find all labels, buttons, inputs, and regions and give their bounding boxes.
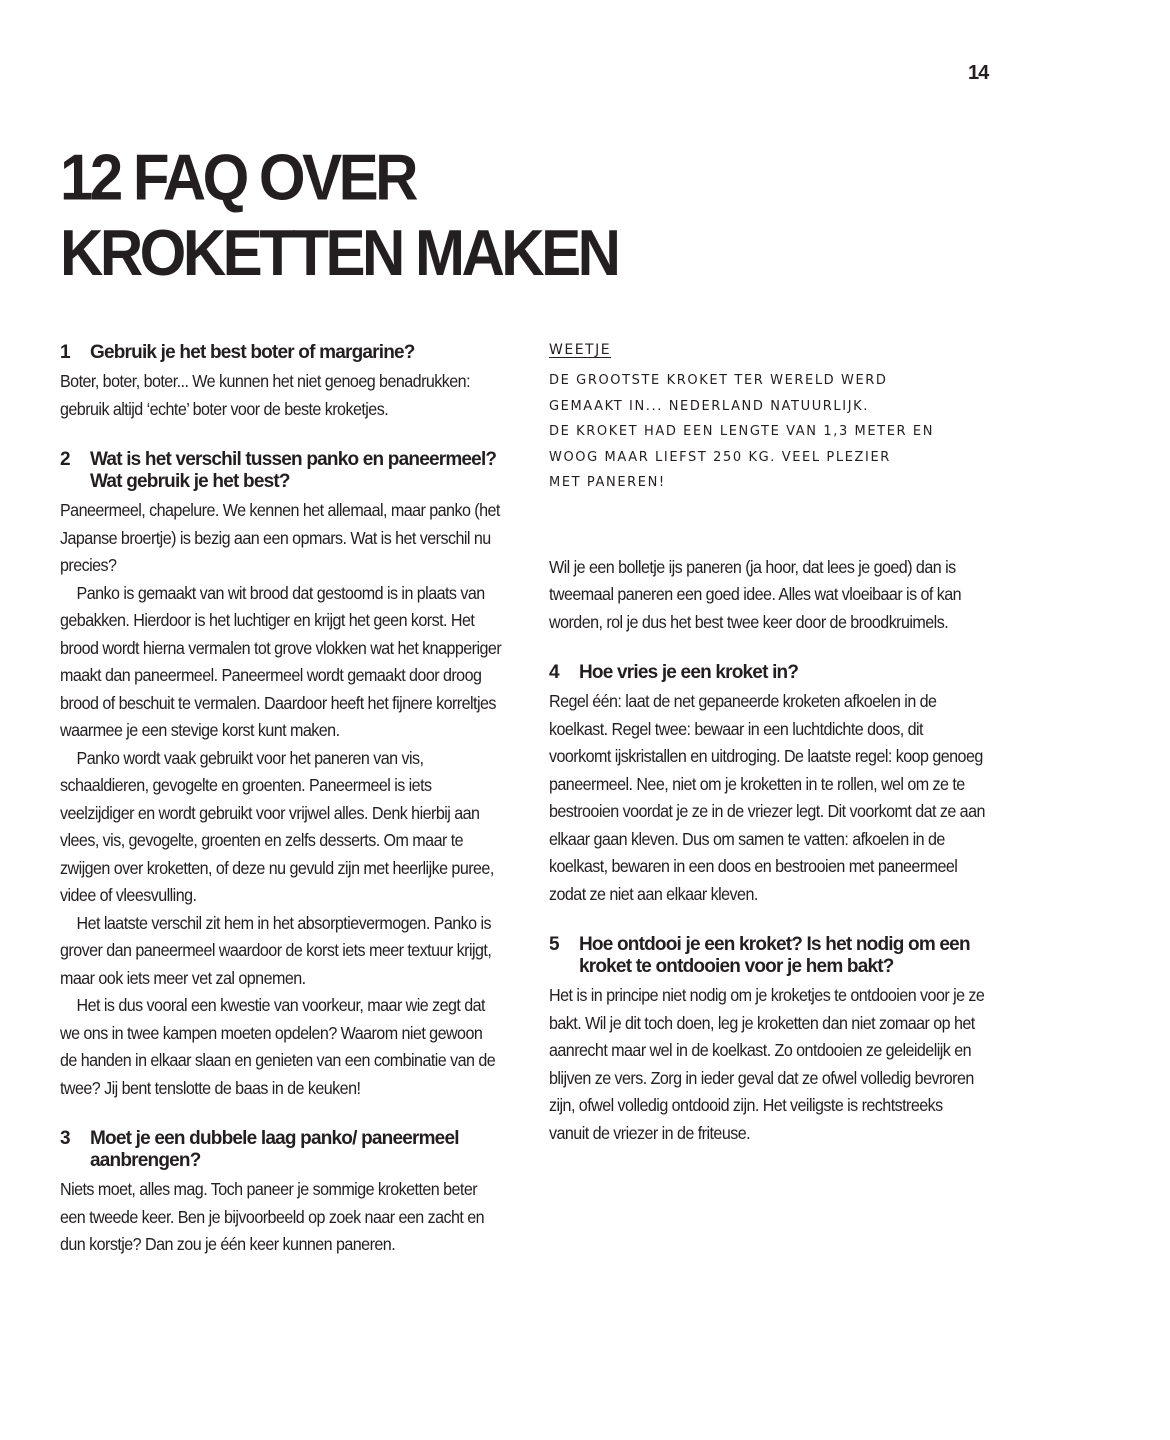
weetje-box — [549, 342, 989, 496]
faq-item-3 — [60, 1128, 505, 1259]
faq-answer: Het is dus vooral een kwestie van voorkeur, maar wie zegt dat we ons in twee kampen moeten opdelen? Waarom niet gewoon de handen in elkaar slaan en genieten van een combinatie van de twee? Jij bent tenslotte de baas in de keuken! — [60, 995, 496, 1098]
faq-question-text: Hoe vries je een kroket in? — [579, 662, 799, 683]
weetje-line: DE KROKET HAD EEN LENGTE VAN 1,3 METER EN — [549, 424, 935, 439]
faq-answer: Boter, boter, boter... We kunnen het niet genoeg benadrukken: gebruik altijd ‘echte’ boter voor de beste kroketjes. — [60, 371, 471, 419]
faq-answer: Regel één: laat de net gepaneerde kroketen afkoelen in de koelkast. Regel twee: bewaar in een luchtdichte doos, dit voorkomt ijskristallen en uitdroging. De laatste regel: koop genoeg paneermeel. Nee, niet om je kroketten in te rollen, wel om ze te bestrooien voordat je ze in de vriezer legt. Dit voorkomt dat ze aan elkaar gaan kleven. Dus om samen te vatten: afkoelen in de koelkast, bewaren in een doos en bestrooien met paneermeel zodat ze niet aan elkaar kleven. — [549, 691, 985, 904]
weetje-title: WEETJE — [549, 342, 612, 358]
faq-question — [60, 449, 505, 493]
faq-item-5 — [549, 934, 989, 1147]
left-column — [60, 342, 505, 1285]
title-line-1: 12 FAQ OVER — [60, 141, 415, 214]
title-line-2: KROKETTEN MAKEN — [60, 216, 618, 290]
right-column — [549, 342, 989, 1173]
faq-question-text: Wat is het verschil tussen panko en paneermeel? Wat gebruik je het best? — [90, 449, 497, 492]
faq-number: 5 — [549, 934, 559, 955]
faq-number: 1 — [60, 342, 70, 363]
page-title — [60, 140, 618, 291]
spacer — [549, 496, 989, 554]
faq-question-text: Hoe ontdooi je een kroket? Is het nodig om een kroket te ontdooien voor je hem bakt? — [579, 934, 970, 977]
faq-item-3-continued — [549, 554, 989, 637]
weetje-line: GEMAAKT IN... NEDERLAND NATUURLIJK. — [549, 398, 870, 414]
faq-item-2 — [60, 449, 505, 1102]
faq-question — [60, 342, 505, 364]
faq-answer: Panko is gemaakt van wit brood dat gestoomd is in plaats van gebakken. Hierdoor is het luchtiger en krijgt het geen korst. Het brood wordt hierna vermalen tot grove vlokken wat het knapperiger maakt dan paneermeel. Paneermeel wordt gemaakt door droog brood of beschuit te vermalen. Daardoor heeft het fijnere korreltjes waarmee je een stevige korst kunt maken. — [60, 582, 502, 740]
faq-number: 4 — [549, 662, 559, 683]
faq-question-text: Moet je een dubbele laag panko/ paneermeel aanbrengen? — [90, 1128, 459, 1171]
faq-answer: Paneermeel, chapelure. We kennen het allemaal, maar panko (het Japanse broertje) is bezig aan een opmars. Wat is het verschil nu precies? — [60, 500, 500, 575]
weetje-line: MET PANEREN! — [549, 475, 666, 490]
faq-answer: Niets moet, alles mag. Toch paneer je sommige kroketten beter een tweede keer. Ben je bijvoorbeeld op zoek naar een zacht en dun korstje? Dan zou je één keer kunnen paneren. — [60, 1179, 485, 1254]
page-number: 14 — [968, 62, 989, 84]
faq-number: 3 — [60, 1128, 70, 1149]
faq-question — [60, 1128, 505, 1172]
faq-number: 2 — [60, 449, 70, 470]
faq-answer: Wil je een bolletje ijs paneren (ja hoor, dat lees je goed) dan is tweemaal paneren een goed idee. Alles wat vloeibaar is of kan worden, rol je dus het best twee keer door de broodkruimels. — [549, 556, 962, 632]
faq-item-1 — [60, 342, 505, 423]
faq-answer: Het is in principe niet nodig om je kroketjes te ontdooien voor je ze bakt. Wil je dit toch doen, leg je kroketten dan niet zomaar op het aanrecht maar wel in de koelkast. Zo ontdooien ze geleidelijk en blijven ze vers. Zorg in ieder geval dat ze ofwel volledig bevroren zijn, ofwel volledig ontdooid zijn. Het veiligste is rechtstreeks vanuit de vriezer in de friteuse. — [549, 985, 985, 1143]
faq-question — [549, 662, 989, 684]
faq-item-4 — [549, 662, 989, 908]
weetje-line: DE GROOTSTE KROKET TER WERELD WERD — [549, 373, 888, 388]
faq-answer: Panko wordt vaak gebruikt voor het paneren van vis, schaaldieren, gevogelte en groenten. Paneermeel is iets veelzijdiger en wordt gebruikt voor vrijwel alles. Denk hierbij aan vlees, vis, gevogelte, groenten en zelfs desserts. Om maar te zwijgen over kroketten, of deze nu gevuld zijn met heerlijke puree, videe of vleesvulling. — [60, 747, 494, 905]
faq-answer: Het laatste verschil zit hem in het absorptievermogen. Panko is grover dan paneermeel waardoor de korst iets meer textuur krijgt, maar ook iets meer vet zal opnemen. — [60, 912, 492, 988]
faq-question-text: Gebruik je het best boter of margarine? — [90, 342, 415, 363]
weetje-line: WOOG MAAR LIEFST 250 KG. VEEL PLEZIER — [549, 449, 891, 465]
faq-question — [549, 934, 989, 978]
